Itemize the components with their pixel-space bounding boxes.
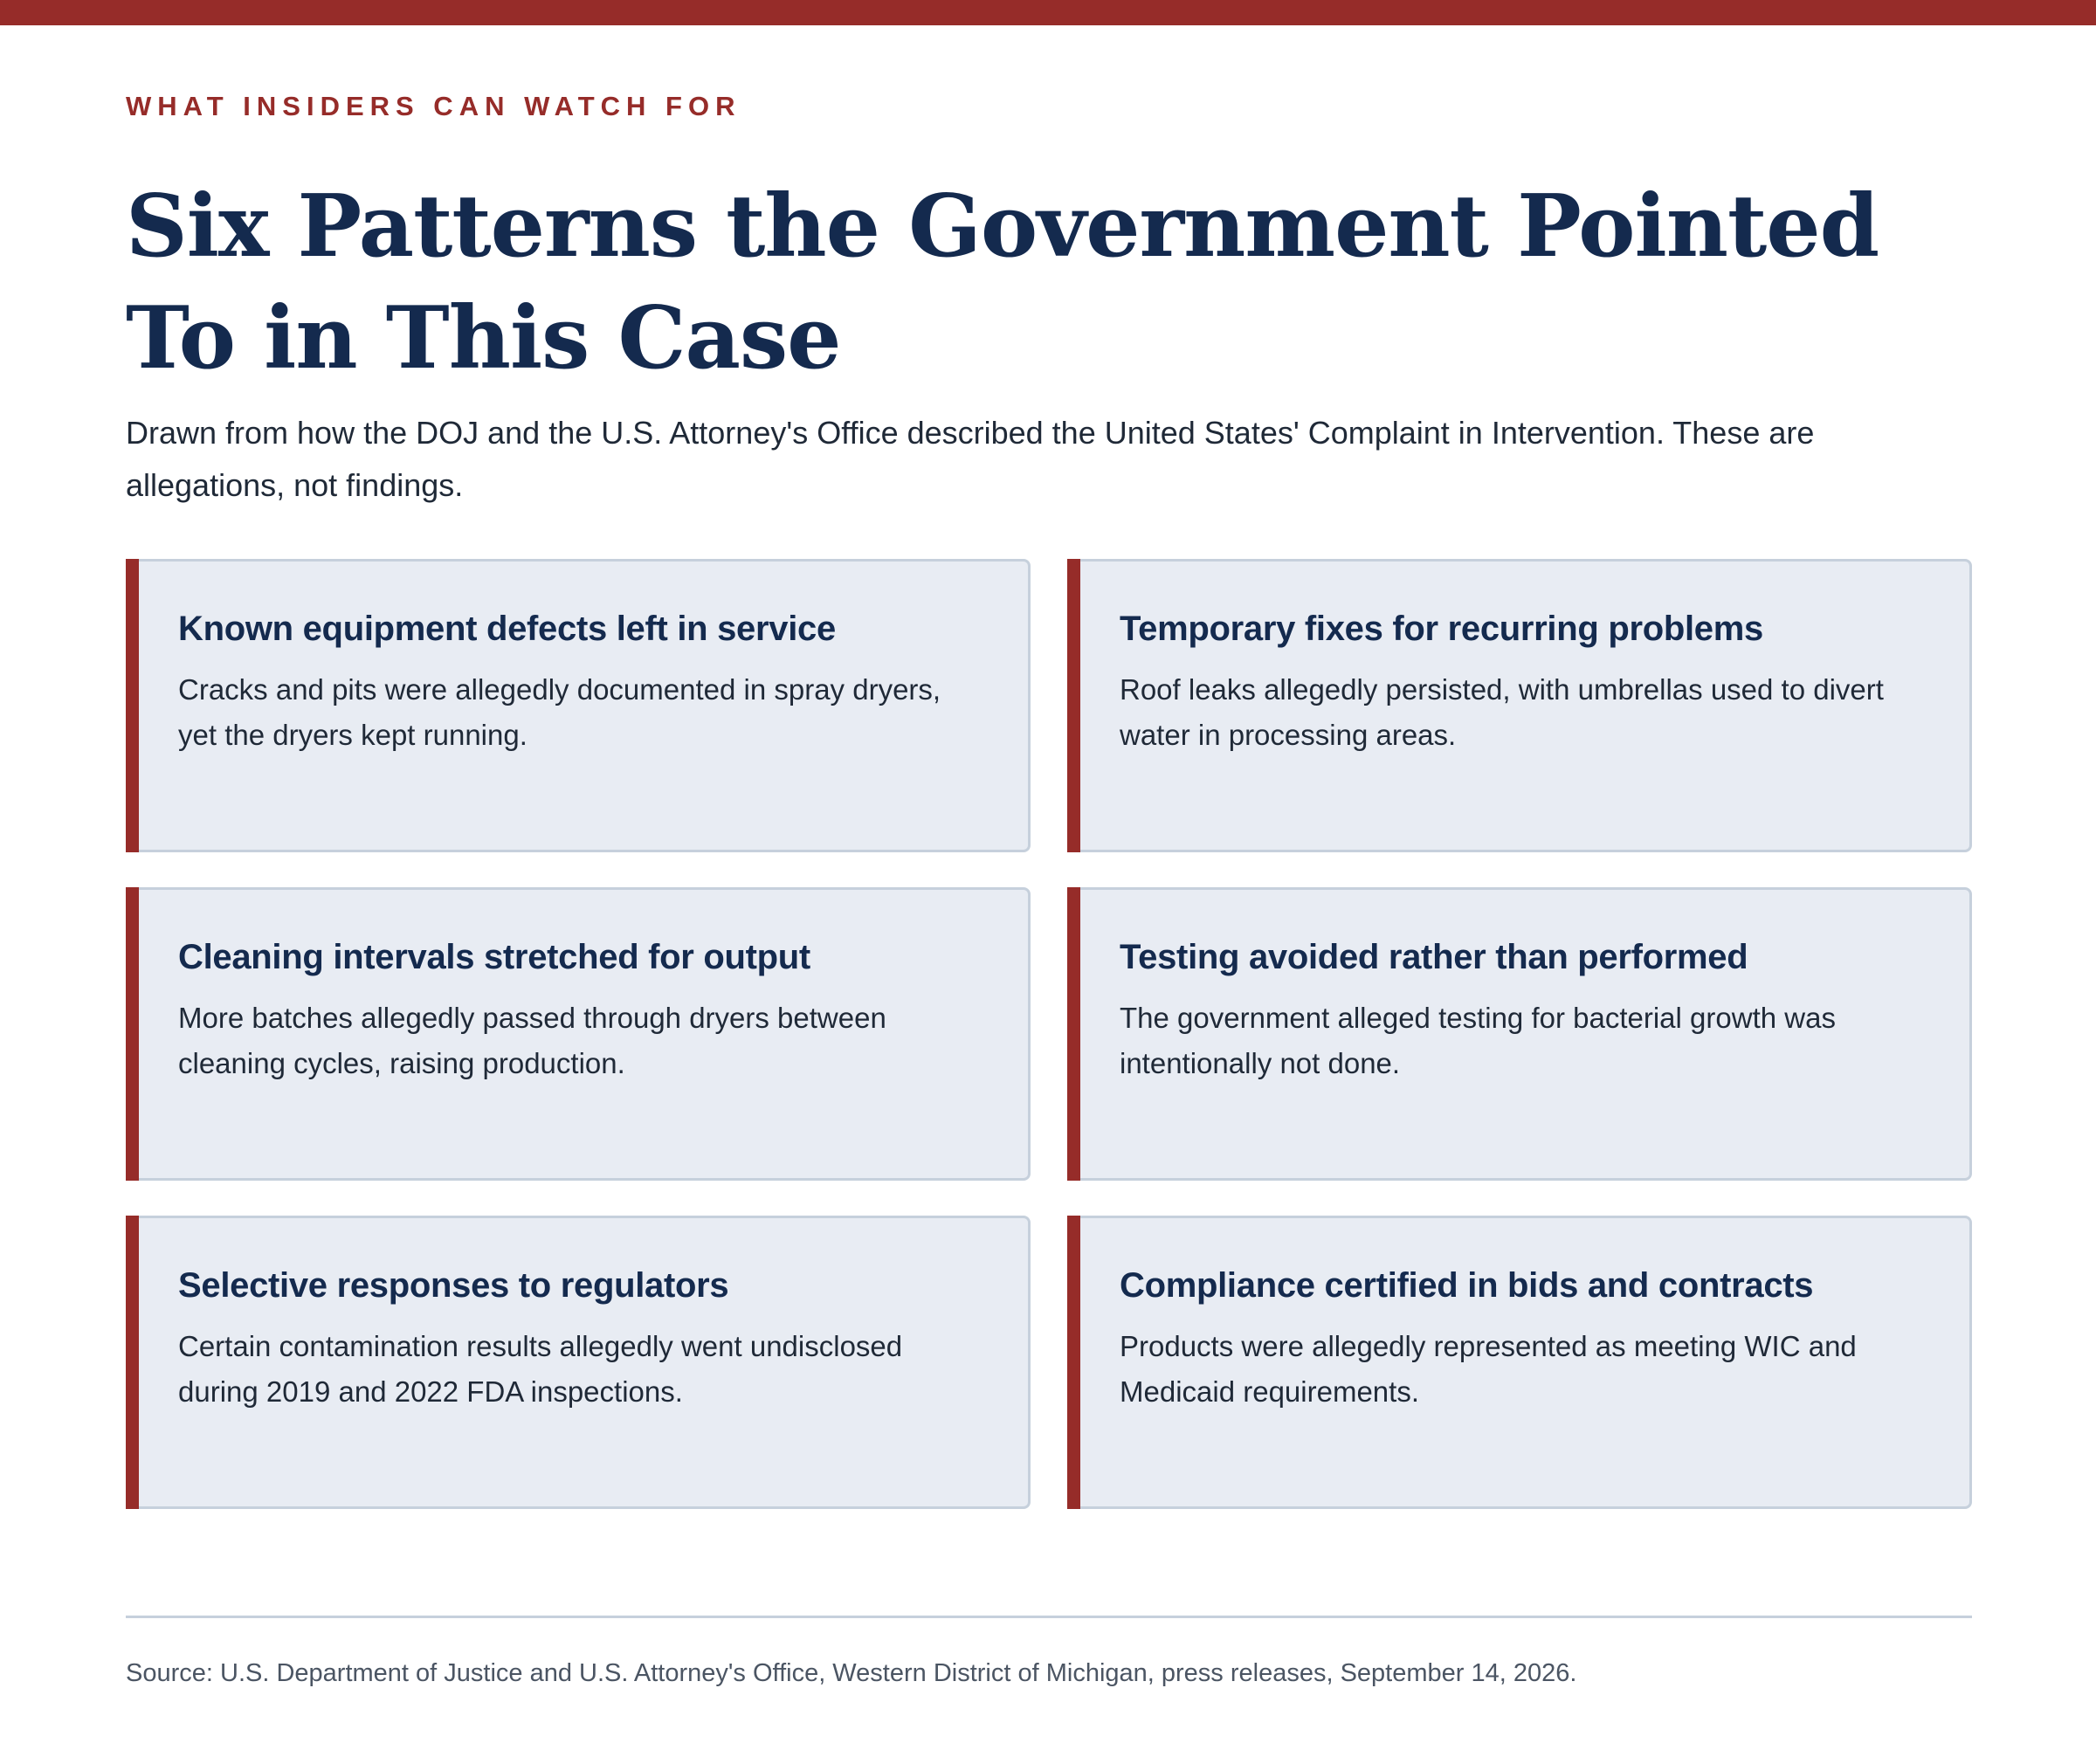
card-title: Selective responses to regulators xyxy=(178,1266,729,1305)
card-accent-bar xyxy=(126,559,139,852)
card-title: Testing avoided rather than performed xyxy=(1120,938,1748,976)
card-body: Cracks and pits were allegedly documented in spray dryers, yet the dryers kept running. xyxy=(178,673,941,751)
card-body: More batches allegedly passed through dryers between cleaning cycles, raising production. xyxy=(178,1002,886,1079)
card-body: Roof leaks allegedly persisted, with umbrellas used to divert water in processing areas. xyxy=(1120,673,1884,751)
pattern-card xyxy=(1067,1216,1972,1509)
pattern-card xyxy=(1067,887,1972,1181)
card-accent-bar xyxy=(1067,1216,1080,1509)
card-accent-bar xyxy=(126,1216,139,1509)
card-body: Certain contamination results allegedly went undisclosed during 2019 and 2022 FDA inspections. xyxy=(178,1330,903,1408)
card-title: Temporary fixes for recurring problems xyxy=(1120,610,1763,648)
pattern-card xyxy=(1067,559,1972,852)
card-accent-bar xyxy=(126,887,139,1181)
page-title: Six Patterns the Government Pointed To in This Case xyxy=(126,176,1879,389)
card-body: The government alleged testing for bacterial growth was intentionally not done. xyxy=(1120,1002,1836,1079)
card-title: Cleaning intervals stretched for output xyxy=(178,938,810,976)
card-accent-bar xyxy=(1067,887,1080,1181)
card-body: Products were allegedly represented as meeting WIC and Medicaid requirements. xyxy=(1120,1330,1857,1408)
eyebrow-label: WHAT INSIDERS CAN WATCH FOR xyxy=(126,91,741,121)
patterns-grid xyxy=(126,559,1972,1509)
pattern-card xyxy=(126,887,1031,1181)
card-title: Known equipment defects left in service xyxy=(178,610,836,648)
pattern-card xyxy=(126,1216,1031,1509)
page-subtitle: Drawn from how the DOJ and the U.S. Attorney's Office described the United States' Complaint in Intervention. These are allegations, not findings. xyxy=(126,415,1815,503)
card-accent-bar xyxy=(1067,559,1080,852)
card-title: Compliance certified in bids and contracts xyxy=(1120,1266,1814,1305)
source-note: Source: U.S. Department of Justice and U.S. Attorney's Office, Western District of Michigan, press releases, September 14, 2026. xyxy=(126,1659,1577,1687)
footer-divider xyxy=(126,1616,1972,1618)
top-accent-bar xyxy=(0,0,2096,25)
pattern-card xyxy=(126,559,1031,852)
